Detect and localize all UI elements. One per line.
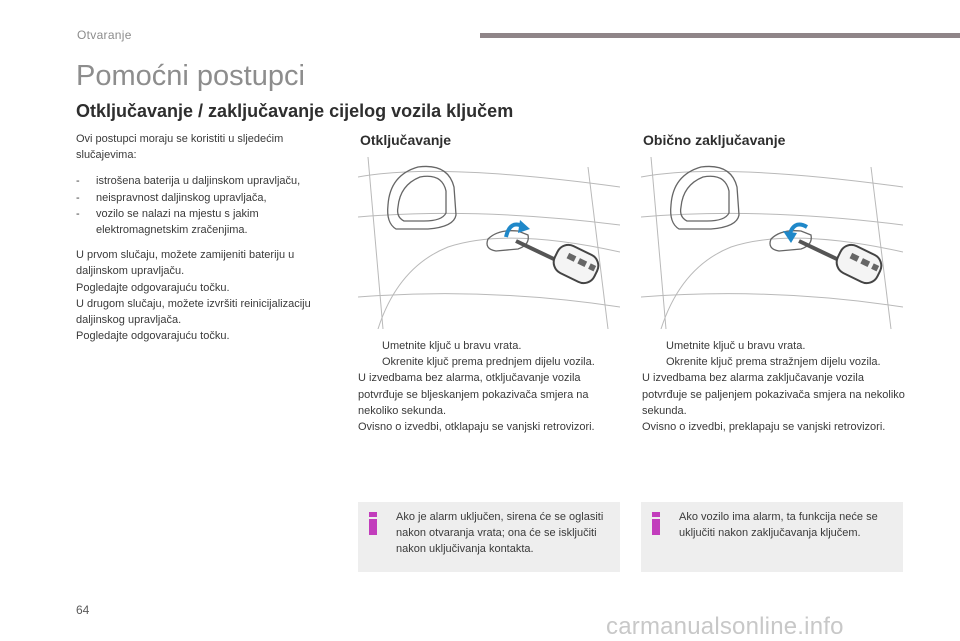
door-key-illustration (358, 157, 620, 329)
locking-illustration (641, 157, 903, 329)
step-item: Okrenite ključ prema stražnjem dijelu vozila. (666, 356, 881, 369)
unlocking-paragraph: Ovisno o izvedbi, otklapaju se vanjski retrovizori. (358, 421, 595, 434)
info-icon (368, 512, 378, 534)
step-item: Umetnite ključ u bravu vrata. (666, 340, 806, 352)
step-item: Okrenite ključ prema prednjem dijelu vozila. (382, 356, 595, 369)
info-text: Ako je alarm uključen, sirena će se oglasiti nakon otvaranja vrata; ona će se isključiti nakon uključivanja kontakta. (396, 511, 604, 556)
unlocking-illustration (358, 157, 620, 329)
intro-paragraph: U prvom slučaju, možete zamijeniti bateriju u daljinskom upravljaču. Pogledajte odgovarajuću točku. U drugom slučaju, možete izvršiti reinicijalizaciju daljinskog upravljača. Pogledajte odgovarajuću točku. (76, 249, 311, 343)
rotation-arrow-icon (783, 225, 807, 243)
intro-lead: Ovi postupci moraju se koristiti u sljedećim slučajevima: (76, 133, 284, 162)
case-item: - vozilo se nalazi na mjestu s jakim elektromagnetskim zračenjima. (76, 207, 259, 237)
intro-column (76, 131, 338, 344)
key-fob (516, 241, 602, 287)
unlocking-paragraph: U izvedbama bez alarma, otključavanje vozila potvrđuje se bljeskanjem pokazivača smjera na nekoliko sekunda. (358, 372, 589, 417)
key-fob (799, 241, 885, 287)
cases-list (76, 173, 338, 238)
unlocking-info-box (358, 502, 620, 572)
locking-paragraph: U izvedbama bez alarma zaključavanje vozila potvrđuje se paljenjem pokazivača smjera na nekoliko sekunda. (642, 372, 905, 417)
dash-glyph: - (76, 207, 80, 220)
header-bar (480, 33, 960, 38)
case-item: - neispravnost daljinskog upravljača, (76, 190, 338, 206)
unlocking-description (358, 338, 623, 435)
section-label: Otvaranje (77, 28, 132, 42)
info-text: Ako vozilo ima alarm, ta funkcija neće se uključiti nakon zaključavanja ključem. (679, 511, 878, 540)
locking-description (642, 338, 907, 435)
locking-info-box (641, 502, 903, 572)
door-key-illustration (641, 157, 903, 329)
main-heading: Otključavanje / zaključavanje cijelog vozila ključem (76, 101, 514, 121)
locking-heading: Obično zaključavanje (643, 132, 786, 148)
step-item: Umetnite ključ u bravu vrata. (382, 340, 522, 352)
dash-glyph: - (76, 191, 80, 204)
page-number: 64 (76, 603, 90, 617)
info-icon (651, 512, 661, 534)
watermark: carmanualsonline.info (606, 613, 844, 640)
case-item: - istrošena baterija u daljinskom upravljaču, (76, 173, 338, 189)
page-title: Pomoćni postupci (76, 60, 305, 92)
dash-glyph: - (76, 175, 80, 188)
unlocking-heading: Otključavanje (360, 132, 452, 148)
locking-paragraph: Ovisno o izvedbi, preklapaju se vanjski retrovizori. (642, 421, 886, 434)
